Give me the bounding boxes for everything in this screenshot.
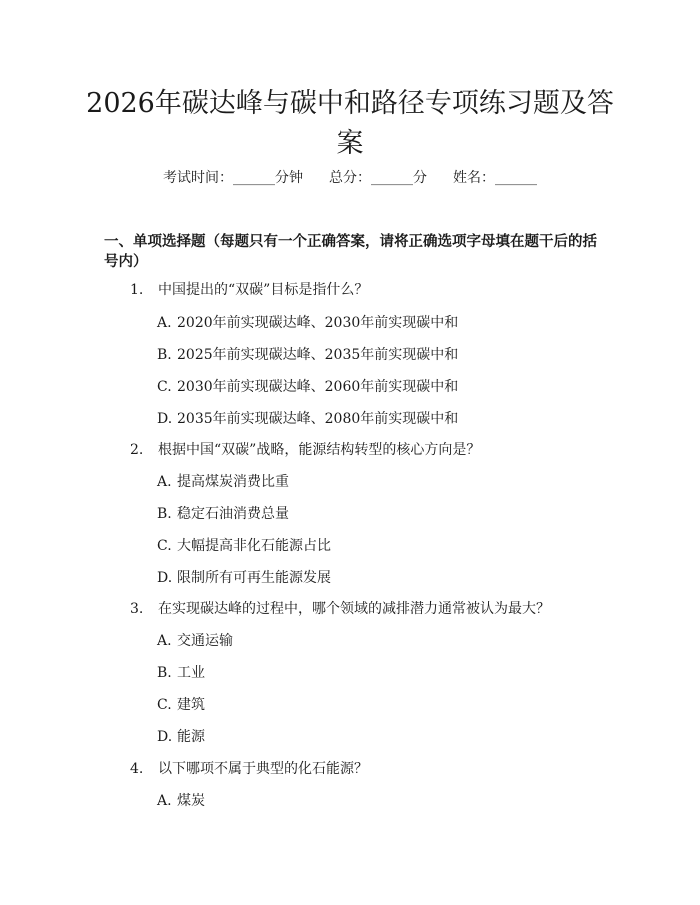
option-letter: C. [157,538,172,554]
option-3b [157,663,205,683]
question-text: 中国提出的“双碳”目标是指什么？ [158,282,369,298]
section-heading: 一、单项选择题（每题只有一个正确答案，请将正确选项字母填在题干后的括号内） [104,233,597,270]
option-2a [157,472,289,492]
option-letter: A. [157,474,172,490]
option-text: 建筑 [177,697,205,713]
option-text: 提高煤炭消费比重 [177,474,289,490]
question-number: 2. [130,442,144,458]
option-text: 2035年前实现碳达峰、2080年前实现碳中和 [177,411,459,427]
option-1c [157,377,458,397]
option-3d [157,727,205,747]
question-text: 根据中国“双碳”战略，能源结构转型的核心方向是？ [158,442,481,458]
option-letter: A. [157,793,172,809]
total-score-label: 总分：______分 [329,170,427,186]
option-text: 煤炭 [177,793,205,809]
option-text: 2025年前实现碳达峰、2035年前实现碳中和 [177,347,459,363]
option-2d [157,568,331,588]
option-2b [157,504,289,524]
option-letter: A. [157,633,172,649]
option-1a [157,313,458,333]
option-text: 限制所有可再生能源发展 [177,570,331,586]
question-2 [130,440,480,460]
option-text: 能源 [177,729,205,745]
option-letter: D. [157,570,173,586]
question-number: 4. [130,761,144,777]
option-letter: D. [157,729,173,745]
exam-meta [0,168,700,188]
option-1b [157,345,458,365]
question-text: 在实现碳达峰的过程中，哪个领域的减排潜力通常被认为最大？ [158,601,550,617]
option-4a [157,791,205,811]
question-number: 3. [130,601,144,617]
option-letter: C. [157,379,172,395]
option-3a [157,631,233,651]
question-4 [130,759,368,779]
option-letter: C. [157,697,172,713]
document-title: 2026年碳达峰与碳中和路径专项练习题及答案 [86,88,614,159]
question-number: 1. [130,282,144,298]
option-text: 大幅提高非化石能源占比 [177,538,331,554]
question-1 [130,280,368,300]
option-text: 稳定石油消费总量 [177,506,289,522]
option-letter: B. [157,665,172,681]
question-text: 以下哪项不属于典型的化石能源？ [158,761,368,777]
option-text: 交通运输 [177,633,233,649]
exam-time-label: 考试时间：______分钟 [163,170,303,186]
option-2c [157,536,331,556]
student-name-label: 姓名：______ [453,170,537,186]
option-text: 2020年前实现碳达峰、2030年前实现碳中和 [177,315,459,331]
option-3c [157,695,205,715]
option-letter: B. [157,347,172,363]
option-letter: D. [157,411,173,427]
option-text: 工业 [177,665,205,681]
option-letter: B. [157,506,172,522]
question-3 [130,599,550,619]
option-letter: A. [157,315,172,331]
option-text: 2030年前实现碳达峰、2060年前实现碳中和 [177,379,459,395]
option-1d [157,409,458,429]
